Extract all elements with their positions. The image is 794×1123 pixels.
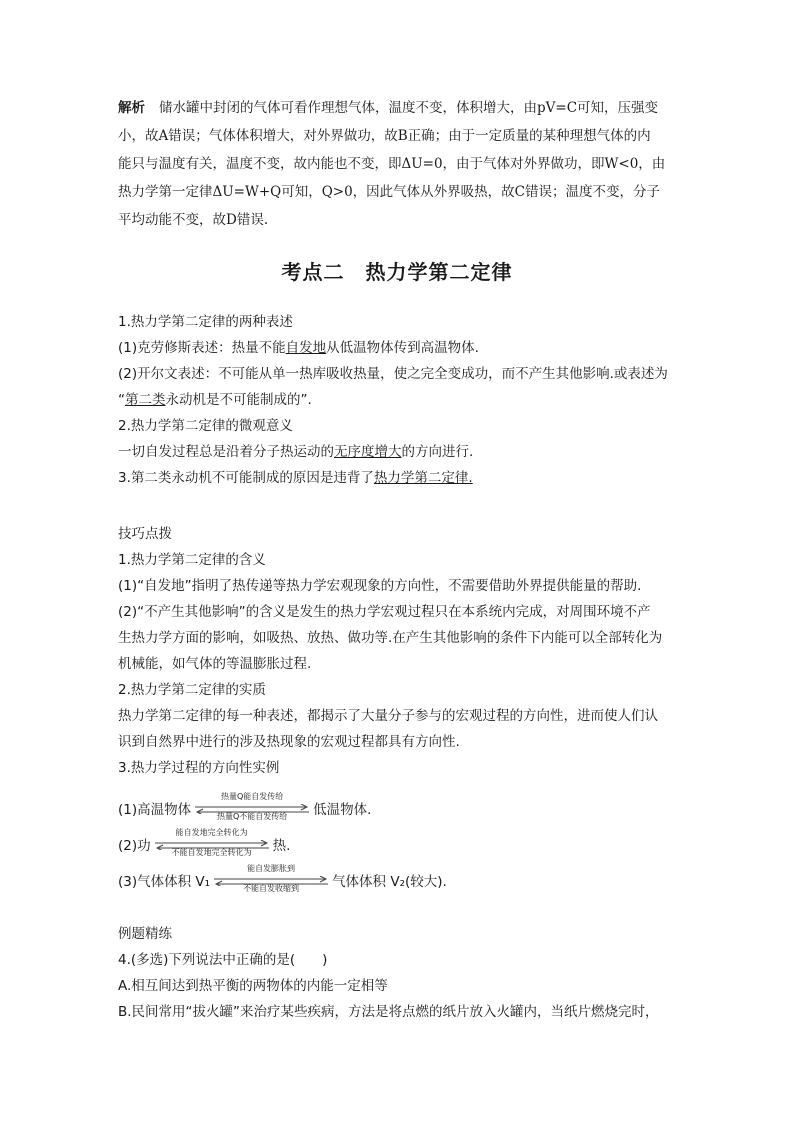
practice-title: 例题精练 [118,926,172,942]
tips-heading-2: 2.热力学第二定律的实质 [118,682,266,698]
question-4: 4.(多选)下列说法中正确的是( ) [118,952,328,968]
analysis-label: 解析 [118,100,145,116]
analysis-line-2: 小，故A错误；气体体积增大，对外界做功，故B正确；由于一定质量的某种理想气体的内 [118,128,651,144]
double-arrow-icon: 能自发地完全转化为 不能自发地完全转化为 [153,837,271,855]
micro-meaning-text: 一切自发过程总是沿着分子热运动的无序度增大的方向进行. [118,444,474,460]
analysis-line-1: 解析 储水罐中封闭的气体可看作理想气体，温度不变，体积增大，由pV=C可知，压强变 [118,100,659,116]
tips-line-6: 识到自然界中进行的涉及热现象的宏观过程都具有方向性. [118,734,460,750]
tips-line-4: 机械能，如气体的等温膨胀过程. [118,656,312,672]
tips-line-5: 热力学第二定律的每一种表述，都揭示了大量分子参与的宏观过程的方向性，进而使人们认 [118,708,658,724]
analysis-block [118,94,678,234]
tips-line-1: (1)“自发地”指明了热传递等热力学宏观现象的方向性，不需要借助外界提供能量的帮助. [118,578,642,594]
tips-line-3: 生热力学方面的影响，如吸热、放热、做功等.在产生其他影响的条件下内能可以全部转化为 [118,630,663,646]
kelvin-statement-cont: “第二类永动机是不可能制成的”. [118,392,312,408]
tips-title: 技巧点拨 [118,526,172,542]
tips-line-2: (2)“不产生其他影响”的含义是发生的热力学宏观过程只在本系统内完成，对周围环境不产 [118,604,651,620]
tips-heading-1: 1.热力学第二定律的含义 [118,552,266,568]
double-arrow-icon: 能自发膨胀到 不能自发收缩到 [212,873,330,891]
heading-micro-meaning: 2.热力学第二定律的微观意义 [118,418,293,434]
example-gas-expansion: (3)气体体积 V₁ 能自发膨胀到 不能自发收缩到 气体体积 V₂(较大). [118,864,447,893]
double-arrow-icon: 热量Q能自发传给 热量Q不能自发传给 [193,801,311,819]
analysis-line-5: 平均动能不变，故D错误. [118,212,269,228]
option-a: A.相互间达到热平衡的两物体的内能一定相等 [118,978,388,994]
clausius-statement: (1)克劳修斯表述：热量不能自发地从低温物体传到高温物体. [118,340,479,356]
section-title: 考点二 热力学第二定律 [281,260,513,284]
analysis-line-4: 热力学第一定律ΔU=W+Q可知，Q>0，因此气体从外界吸热，故C错误；温度不变，分子 [118,184,660,200]
kelvin-statement: (2)开尔文表述：不可能从单一热库吸收热量，使之完全变成功，而不产生其他影响.或表述为 [118,366,668,382]
heading-two-statements: 1.热力学第二定律的两种表述 [118,314,293,330]
perpetual-motion-reason: 3.第二类永动机不可能制成的原因是违背了热力学第二定律. [118,470,473,486]
tips-heading-3: 3.热力学过程的方向性实例 [118,760,280,776]
analysis-line-3: 能只与温度有关，温度不变，故内能也不变，即ΔU=0，由于气体对外界做功，即W<0，由 [118,156,666,172]
option-b: B.民间常用“拔火罐”来治疗某些疾病，方法是将点燃的纸片放入火罐内，当纸片燃烧完时， [118,1004,659,1020]
example-work-to-heat: (2)功 能自发地完全转化为 不能自发地完全转化为 热. [118,828,291,857]
example-heat-transfer: (1)高温物体 热量Q能自发传给 热量Q不能自发传给 低温物体. [118,792,372,821]
